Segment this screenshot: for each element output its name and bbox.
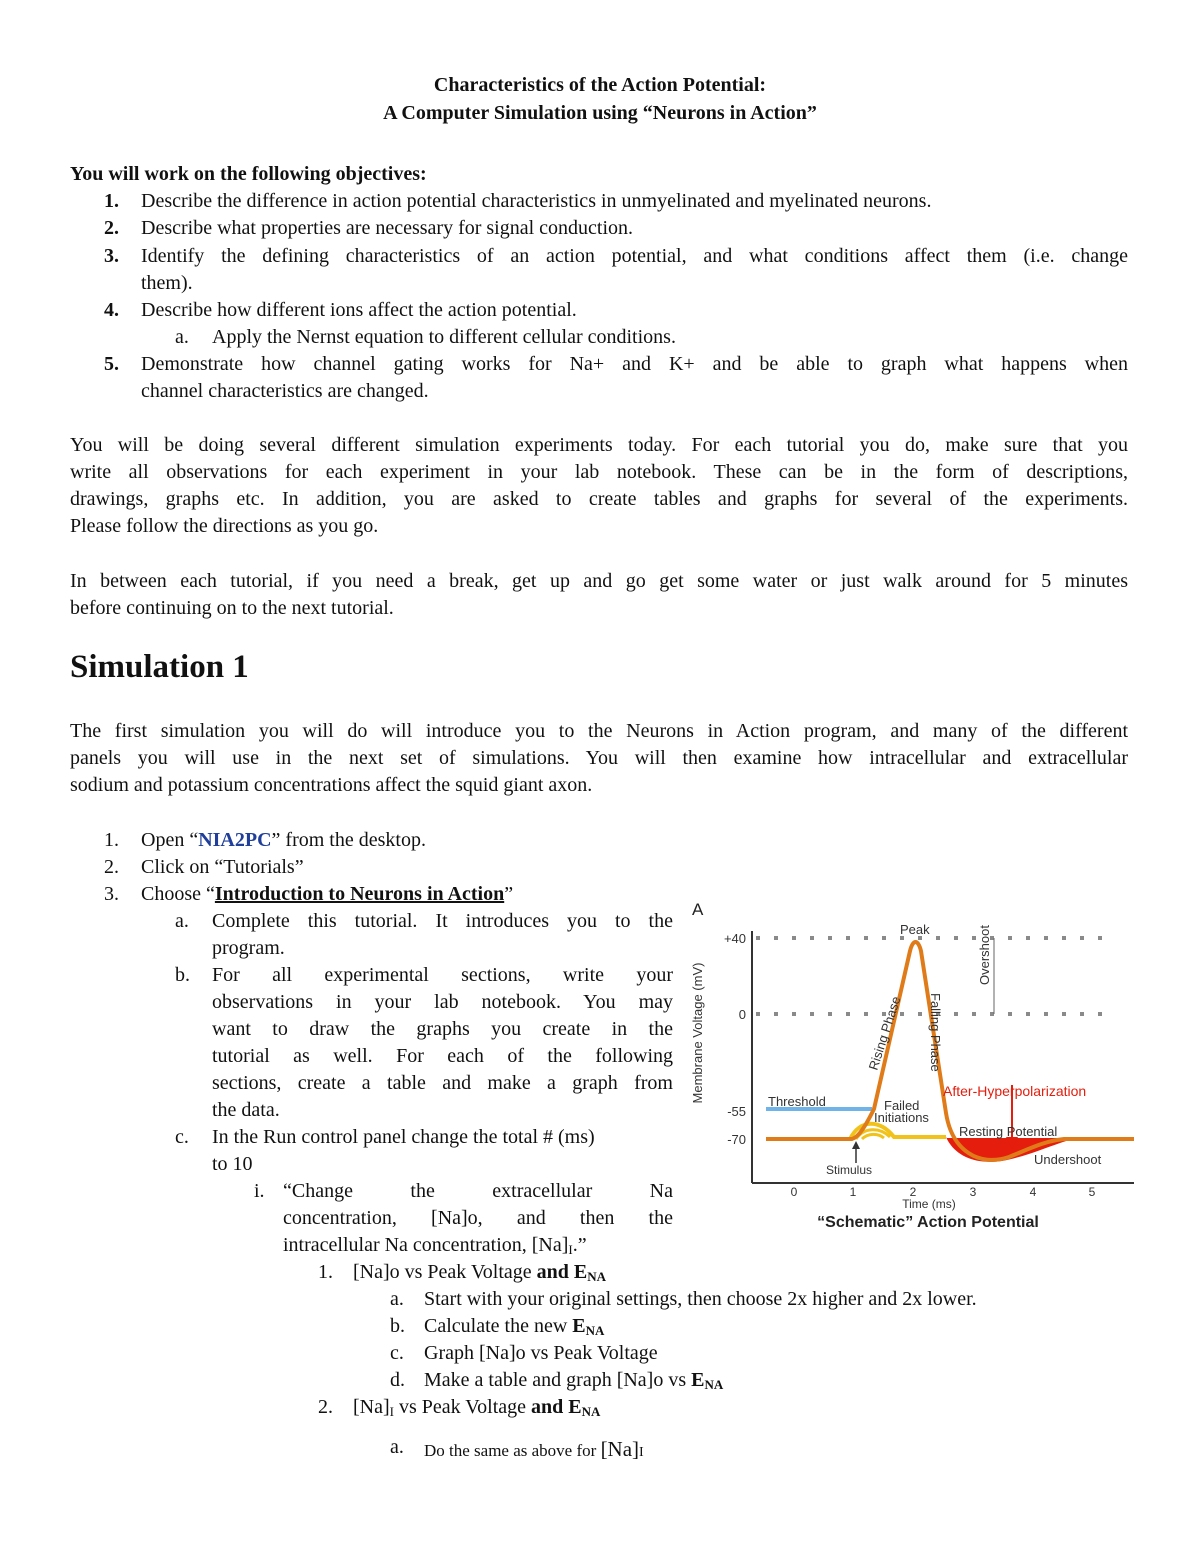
item-num: d. [390, 1369, 405, 1391]
paragraph-line: drawings, graphs etc. In addition, you are asked to create tables and graphs for several of the experiments. [70, 488, 1128, 510]
substep-num: b. [175, 964, 190, 986]
x-tick-label: 2 [909, 1185, 917, 1199]
step-num: 2. [104, 856, 119, 878]
objective-text: Demonstrate how channel gating works for Na+ and K+ and be able to graph what happens when [141, 353, 1128, 375]
substep-num: a. [175, 910, 189, 932]
objectives-heading: You will work on the following objectives: [70, 163, 427, 185]
x-tick-label: 4 [1029, 1185, 1037, 1199]
text: Do the same as above for [424, 1441, 601, 1460]
step-text: Open “ [141, 829, 199, 851]
substep-line: Complete this tutorial. It introduces you to the [212, 910, 673, 932]
peak-label: Peak [900, 922, 930, 937]
item-line [353, 1394, 600, 1425]
objective-num: 1. [104, 190, 119, 212]
substep-line: observations in your lab notebook. You may [212, 991, 673, 1013]
panel-label: A [692, 900, 704, 919]
subscript: NA [581, 1404, 601, 1419]
step-1 [141, 827, 426, 854]
x-tick-label: 0 [790, 1185, 798, 1199]
undershoot-label: Undershoot [1034, 1152, 1102, 1167]
substep-num: i. [254, 1180, 265, 1202]
subscript: I [639, 1445, 644, 1460]
objective-num: 5. [104, 353, 119, 375]
falling-phase-label: Falling Phase [928, 993, 943, 1072]
substep-line: sections, create a table and make a graph from [212, 1072, 673, 1094]
paragraph-line: write all observations for each experiment in your lab notebook. These can be in the form of descriptions, [70, 461, 1128, 483]
paragraph-line: panels you will use in the next set of simulations. You will then examine how intracellular and extracellular [70, 747, 1128, 769]
text: [Na] [353, 1396, 390, 1418]
step-text: ” [504, 883, 514, 905]
subscript: I [568, 1242, 573, 1257]
objective-text-cont: them). [141, 272, 193, 294]
resting-potential-label: Resting Potential [959, 1124, 1058, 1139]
paragraph-line: You will be doing several different simulation experiments today. For each tutorial you do, make sure that you [70, 434, 1128, 456]
substep-line: “Change the extracellular Na [283, 1180, 673, 1202]
x-axis-label: Time (ms) [902, 1197, 956, 1211]
subscript: NA [704, 1377, 724, 1392]
section-heading: Simulation 1 [70, 649, 249, 685]
text: Calculate the new [424, 1315, 573, 1337]
step-text: ” from the desktop. [271, 829, 426, 851]
text-bold: E [691, 1369, 705, 1391]
substep-line: tutorial as well. For each of the following [212, 1045, 673, 1067]
tutorial-name: Introduction to Neurons in Action [214, 883, 505, 905]
item-num: b. [390, 1315, 405, 1337]
title-line-1: Characteristics of the Action Potential: [433, 74, 767, 96]
substep-line: In the Run control panel change the total # (ms) [212, 1126, 595, 1148]
arrow-head-icon [852, 1141, 860, 1149]
item-num: 1. [318, 1261, 333, 1283]
text: intracellular Na concentration, [Na] [283, 1234, 569, 1256]
failed-label: Failed [884, 1098, 920, 1113]
substep-line: to 10 [212, 1153, 253, 1175]
paragraph-line: Please follow the directions as you go. [70, 515, 379, 537]
substep-num: c. [175, 1126, 189, 1148]
text-bold: and E [531, 1396, 582, 1418]
text: vs Peak Voltage [393, 1396, 532, 1418]
rising-phase-label: Rising Phase [865, 994, 904, 1072]
y-tick-label: -70 [727, 1132, 746, 1147]
item-num: a. [390, 1436, 404, 1458]
program-name: NIA2PC [198, 829, 272, 851]
objective-text: Describe the difference in action potential characteristics in unmyelinated and myelinated neurons. [141, 190, 932, 212]
objective-text: Describe what properties are necessary for signal conduction. [141, 217, 634, 239]
y-tick-label: +40 [723, 931, 746, 946]
objective-sub-num: a. [175, 326, 189, 348]
subscript: NA [585, 1323, 605, 1338]
item-num: 2. [318, 1396, 333, 1418]
substep-line: For all experimental sections, write your [212, 964, 673, 986]
step-num: 3. [104, 883, 119, 905]
x-tick-label: 5 [1088, 1185, 1096, 1199]
text: [Na]o vs Peak Voltage [353, 1261, 537, 1283]
item-num: c. [390, 1342, 404, 1364]
subscript: I [389, 1404, 394, 1419]
objective-num: 3. [104, 245, 119, 267]
y-axis-label: Membrane Voltage (mV) [690, 962, 705, 1104]
substep-line: concentration, [Na]o, and then the [283, 1207, 673, 1229]
step-2: Click on “Tutorials” [141, 856, 304, 878]
x-tick-label: 1 [849, 1185, 857, 1199]
substep-line: want to draw the graphs you create in the [212, 1018, 673, 1040]
threshold-label: Threshold [768, 1094, 826, 1109]
objective-text-cont: channel characteristics are changed. [141, 380, 429, 402]
title-line-2: A Computer Simulation using “Neurons in Action” [383, 102, 817, 124]
paragraph-line: In between each tutorial, if you need a break, get up and go get some water or just walk around for 5 minutes [70, 570, 1128, 592]
figure-caption: “Schematic” Action Potential [817, 1214, 1039, 1231]
item-num: a. [390, 1288, 404, 1310]
stimulus-label: Stimulus [826, 1163, 873, 1177]
objective-text: Identify the defining characteristics of an action potential, and what conditions affect them (i.e. change [141, 245, 1128, 267]
objective-sub-text: Apply the Nernst equation to different cellular conditions. [212, 326, 676, 348]
paragraph-line: sodium and potassium concentrations affect the squid giant axon. [70, 774, 593, 796]
text-bold: E [572, 1315, 586, 1337]
substep-line: program. [212, 937, 285, 959]
substep-line: the data. [212, 1099, 280, 1121]
paragraph-line: before continuing on to the next tutorial. [70, 597, 394, 619]
text: [Na] [600, 1437, 640, 1461]
subscript: NA [587, 1269, 607, 1284]
step-3 [141, 881, 513, 908]
item-line: Graph [Na]o vs Peak Voltage [424, 1342, 658, 1364]
action-potential-trace [766, 942, 1134, 1160]
y-tick-label: -55 [727, 1104, 746, 1119]
initiations-label: Initiations [874, 1110, 929, 1125]
item-line [424, 1436, 644, 1466]
paragraph-line: The first simulation you will do will introduce you to the Neurons in Action program, and many of the different [70, 720, 1128, 742]
overshoot-label: Overshoot [977, 925, 992, 985]
x-tick-label: 3 [969, 1185, 977, 1199]
objective-num: 2. [104, 217, 119, 239]
text: Make a table and graph [Na]o vs [424, 1369, 692, 1391]
action-potential-figure [684, 893, 1136, 1235]
text: .” [572, 1234, 587, 1256]
step-text: Choose “ [141, 883, 215, 905]
item-line: Start with your original settings, then choose 2x higher and 2x lower. [424, 1288, 977, 1310]
after-hyperpolarization-label: After-Hyperpolarization [943, 1083, 1087, 1099]
objective-text: Describe how different ions affect the action potential. [141, 299, 577, 321]
step-num: 1. [104, 829, 119, 851]
y-tick-label: 0 [738, 1007, 746, 1022]
failed-initiation-trace [862, 1134, 884, 1139]
objective-num: 4. [104, 299, 119, 321]
text-bold: and E [536, 1261, 588, 1283]
